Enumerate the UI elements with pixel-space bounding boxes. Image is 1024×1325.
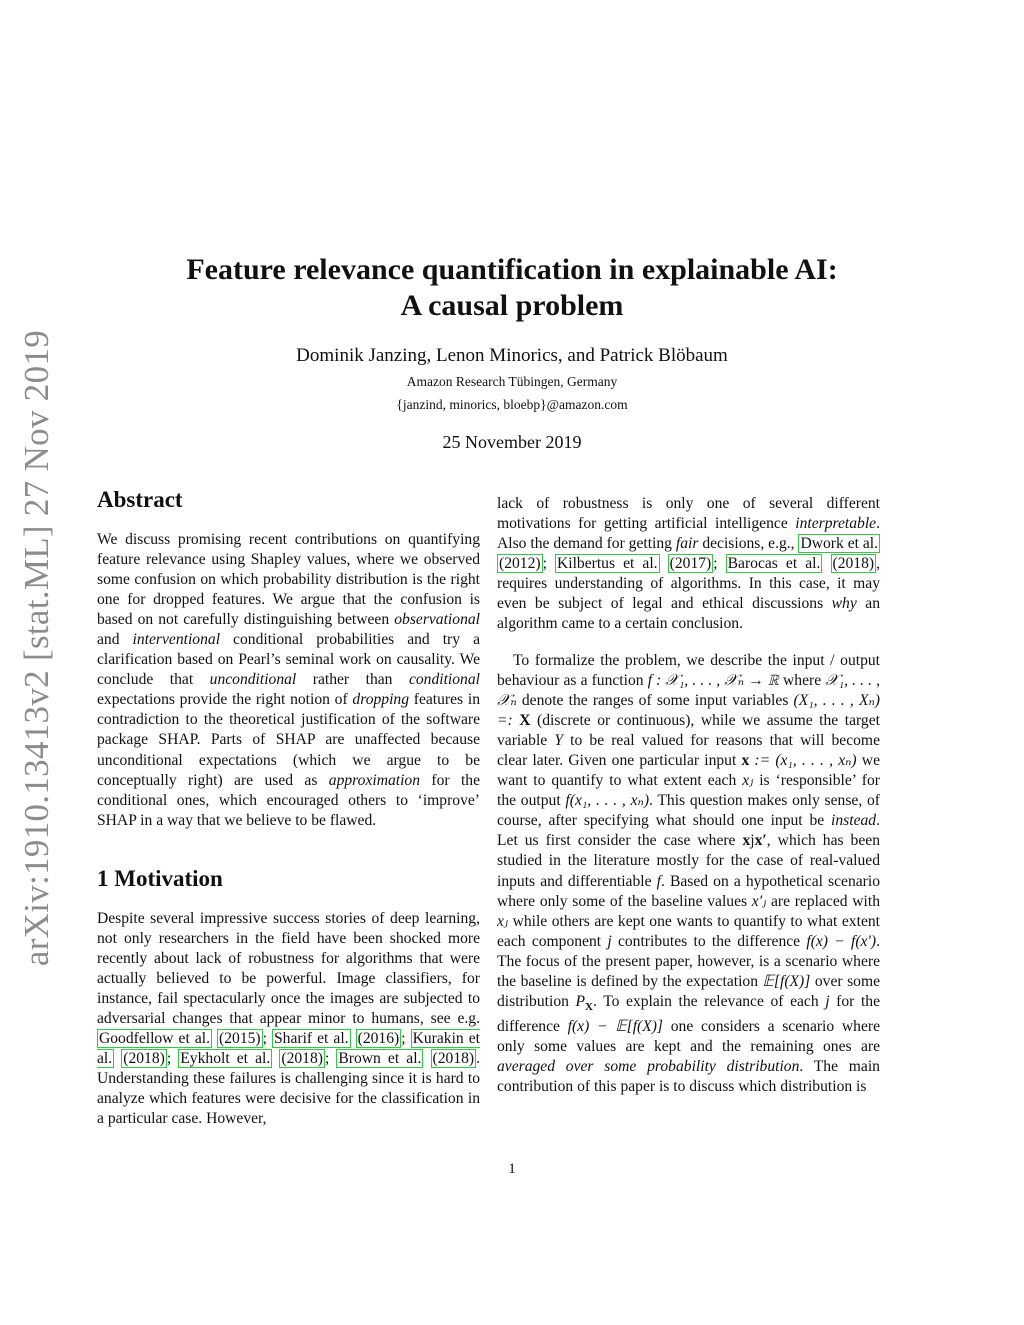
citation-link[interactable]: (2018) xyxy=(432,1050,475,1068)
citation-link[interactable]: Eykholt et al. xyxy=(180,1050,271,1068)
citation-link[interactable]: Sharif et al. xyxy=(273,1030,349,1048)
affiliation: Amazon Research Tübingen, Germany xyxy=(406,374,618,389)
paper-title-line2: A causal problem xyxy=(400,289,624,322)
abstract-body: We discuss promising recent contributions on quantifying feature relevance using Shapley values, where we observed some confusion on which probability distribution is the right one for dropped features. We argue that the confusion is based on not carefully distinguishing between observational and interventional conditional probabilities and try a clarification based on Pearl’s seminal work on causality. We conclude that unconditional rather than conditional expectations provide the right notion of dropping features in contradiction to the theoretical justification of the software package SHAP. Parts of SHAP are unaffected because unconditional expectations (which we argue to be conceptually right) are used as approximation for the conditional ones, which encouraged others to ‘improve’ SHAP in a way that we believe to be flawed. xyxy=(97,531,481,829)
citation-link[interactable]: (2017) xyxy=(669,555,712,573)
citation-link[interactable]: Dwork et al. xyxy=(800,535,879,553)
citation-link[interactable]: Brown et al. xyxy=(338,1050,422,1068)
citation-link[interactable]: (2012) xyxy=(499,555,541,573)
citation-link[interactable]: Goodfellow et al. xyxy=(99,1030,210,1048)
citation-link[interactable]: (2018) xyxy=(123,1050,165,1068)
motivation-body: Despite several impressive success stories of deep learning, not only researchers in the field have been shocked more recently about lack of robustness for algorithms that were actually believed to be powerful. Image classifiers, for instance, fail spectacularly once the images are subjected to adversarial changes that appear minor to humans, see e.g. Goodfellow et al. (2015) ; Sharif et al. (2016) ; Kurakin et al. (2018) ; Eykholt et al. (2018) ; Brown et al. (2018) . Understanding these failures is challenging since it is hard to analyze which features were decisive for the classification in a particular case. However, xyxy=(97,910,481,1128)
arxiv-id: arXiv:1910.13413v2 [stat.ML] 27 Nov 2019 xyxy=(17,329,56,967)
citation-link[interactable]: Barocas et al. xyxy=(727,555,821,573)
citation-link[interactable]: (2018) xyxy=(281,1050,323,1068)
right-column-para1: lack of robustness is only one of several different motivations for getting artificial intelligence interpretable. Also the demand for getting fair decisions, e.g., Dwork et al. (2012) ; Kilbertus et al. (2017) ; Barocas et al. (2018) , requires understanding of algorithms. In this case, it may even be subject of legal and ethical discussions why an algorithm came to a certain conclusion. xyxy=(497,495,880,633)
citation-link[interactable]: Kurakin et al. xyxy=(97,1030,480,1068)
right-column-para2: To formalize the problem, we describe the input / output behaviour as a function f : 𝒳₁, . . . , 𝒳ₙ → ℝ where 𝒳₁, . . . , 𝒳ₙ denote the ranges of some input variables (X₁, . . . , Xₙ) =: X (discrete or continuous), while we assume the target variable Y to be real valued for reasons that will become clear later. Given one particular input x := (x₁, . . . , xₙ) we want to quantify to what extent each xⱼ is ‘responsible’ for the output f(x₁, . . . , xₙ). This question makes only sense, of course, after specifying what should one input be instead. Let us first consider the case where xjx′, which has been studied in the literature mostly for the case of real-valued inputs and differentiable f. Based on a hypothetical scenario where only some of the baseline values x′ⱼ are replaced with xⱼ while others are kept one wants to quantify to what extent each component j contributes to the difference f(x) − f(x′). The focus of the present paper, however, is a scenario where the baseline is defined by the expectation 𝔼[f(X)] over some distribution $P_X$. To explain the relevance of each j for the difference f(x) − 𝔼[f(X)] one considers a scenario where only some values are kept and the remaining ones are averaged over some probability distribution. The main contribution of this paper is to discuss which distribution is xyxy=(497,652,881,1096)
citation-link[interactable]: (2015) xyxy=(219,1030,261,1048)
authors: Dominik Janzing, Lenon Minorics, and Patrick Blöbaum xyxy=(296,345,728,366)
abstract-heading: Abstract xyxy=(97,487,183,512)
citation-link[interactable]: (2016) xyxy=(357,1030,400,1048)
arxiv-sidebar-stamp xyxy=(12,329,62,967)
section-heading-motivation: 1 Motivation xyxy=(97,866,223,891)
page-number: 1 xyxy=(508,1161,516,1177)
paper-title-line1: Feature relevance quantification in explainable AI: xyxy=(186,253,838,286)
date: 25 November 2019 xyxy=(442,432,582,452)
email: {janzind, minorics, bloebp}@amazon.com xyxy=(396,397,628,412)
citation-link[interactable]: (2018) xyxy=(832,555,875,573)
citation-link[interactable]: Kilbertus et al. xyxy=(556,555,658,573)
